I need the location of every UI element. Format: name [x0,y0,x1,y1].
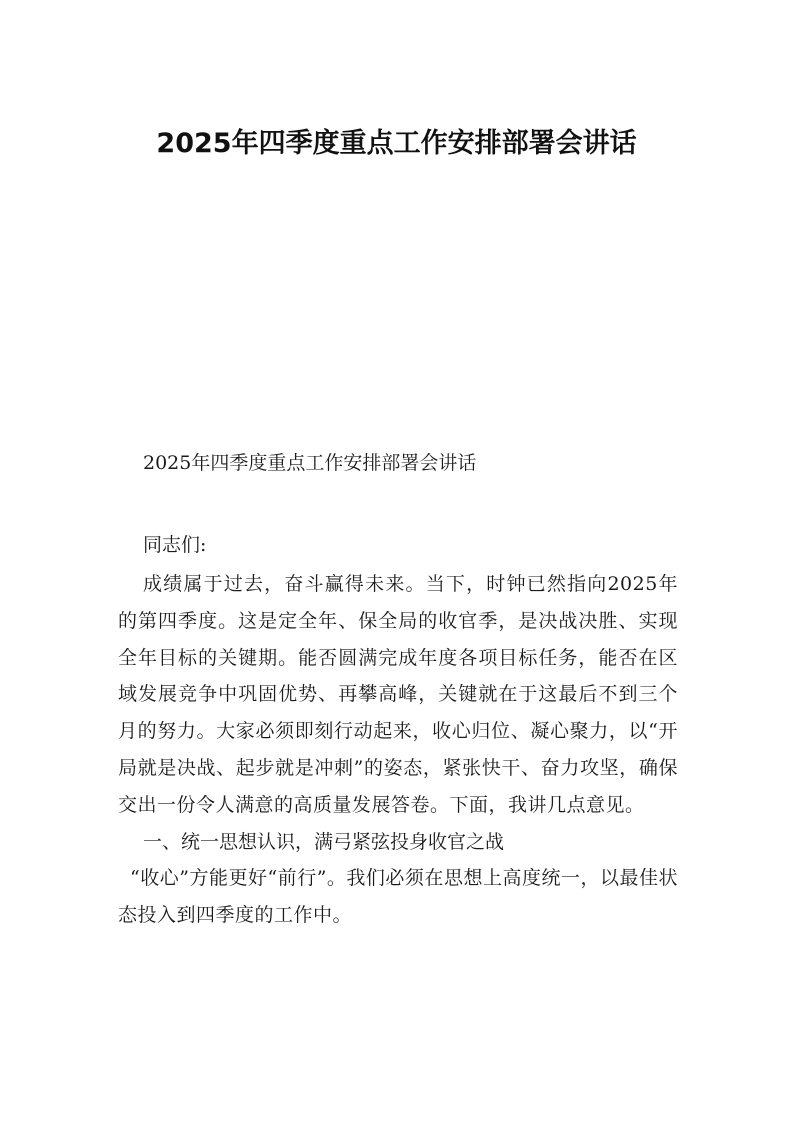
greeting: 同志们: [143,534,207,556]
document-subtitle: 2025年四季度重点工作安排部署会讲话 [143,452,477,474]
paragraph-section-1: “收心”方能更好“前行”。我们必须在思想上高度统一，以最佳状态投入到四季度的工作中。 [118,867,678,927]
paragraph-intro: 成绩属于过去，奋斗赢得未来。当下，时钟已然指向2025年的第四季度。这是定全年、保全局的收官季，是决战决胜、实现全年目标的关键期。能否圆满完成年度各项目标任务，能否在区域发展竞争中巩固优势、再攀高峰，关键就在于这最后不到三个月的努力。大家必须即刻行动起来，收心归位、凝心聚力，以“开局就是决战、起步就是冲刺”的姿态，紧张快干、奋力攻坚，确保交出一份令人满意的高质量发展答卷。下面，我讲几点意见。 [118,573,678,816]
document-title: 2025年四季度重点工作安排部署会讲话 [156,128,637,159]
section-heading-1: 一、统一思想认识，满弓紧弦投身收官之战 [143,830,505,853]
document-body [118,445,678,934]
